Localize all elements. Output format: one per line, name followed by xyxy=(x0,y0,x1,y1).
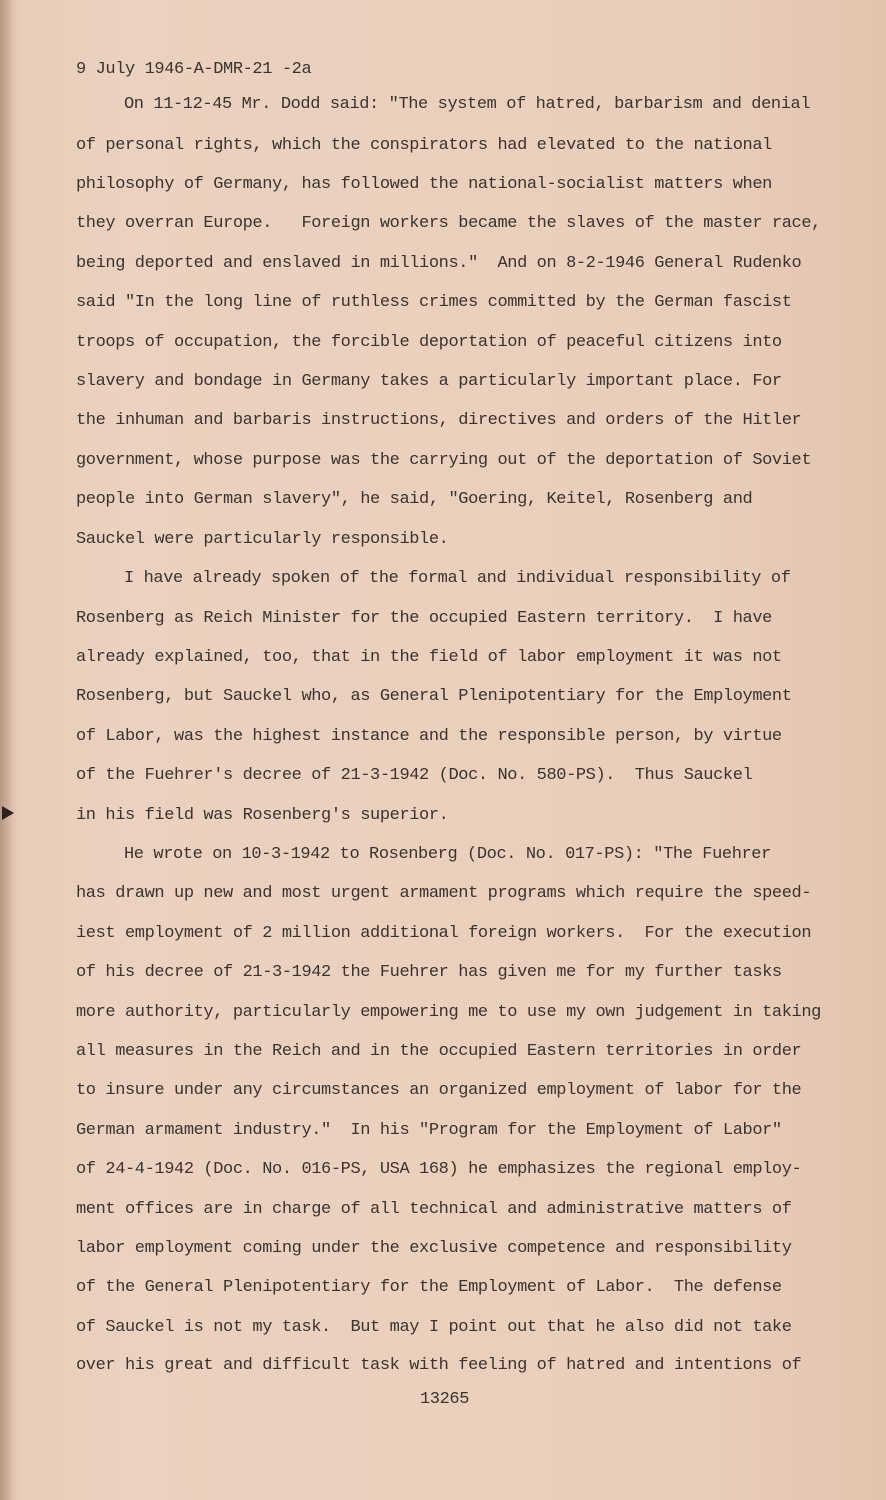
text-line-18: of the Fuehrer's decree of 21-3-1942 (Doc. No. 580-PS). Thus Sauckel xyxy=(76,766,753,785)
text-line-15: already explained, too, that in the field of labor employment it was not xyxy=(76,648,782,667)
text-line-33: over his great and difficult task with feeling of hatred and intentions of xyxy=(76,1356,802,1375)
text-line-10: government, whose purpose was the carrying out of the deportation of Soviet xyxy=(76,451,812,470)
text-line-21: has drawn up new and most urgent armament programs which require the speed- xyxy=(76,884,812,903)
text-line-3: philosophy of Germany, has followed the national-socialist matters when xyxy=(76,175,772,194)
document-header: 9 July 1946-A-DMR-21 -2a xyxy=(76,60,312,79)
text-line-8: slavery and bondage in Germany takes a particularly important place. For xyxy=(76,372,782,391)
text-line-2: of personal rights, which the conspirators had elevated to the national xyxy=(76,136,772,155)
page-edge-shadow xyxy=(0,0,14,1500)
text-line-14: Rosenberg as Reich Minister for the occupied Eastern territory. I have xyxy=(76,609,772,628)
text-line-16: Rosenberg, but Sauckel who, as General Plenipotentiary for the Employment xyxy=(76,687,792,706)
text-line-22: iest employment of 2 million additional foreign workers. For the execution xyxy=(76,924,812,943)
text-line-32: of Sauckel is not my task. But may I point out that he also did not take xyxy=(76,1318,792,1337)
text-line-13: I have already spoken of the formal and individual responsibility of xyxy=(124,569,791,588)
text-line-31: of the General Plenipotentiary for the Employment of Labor. The defense xyxy=(76,1278,782,1297)
text-line-6: said "In the long line of ruthless crimes committed by the German fascist xyxy=(76,293,792,312)
text-line-9: the inhuman and barbaris instructions, directives and orders of the Hitler xyxy=(76,411,802,430)
text-line-1: On 11-12-45 Mr. Dodd said: "The system of hatred, barbarism and denial xyxy=(124,95,811,114)
text-line-23: of his decree of 21-3-1942 the Fuehrer has given me for my further tasks xyxy=(76,963,782,982)
text-line-27: German armament industry." In his "Program for the Employment of Labor" xyxy=(76,1121,782,1140)
text-line-17: of Labor, was the highest instance and the responsible person, by virtue xyxy=(76,727,782,746)
text-line-30: labor employment coming under the exclusive competence and responsibility xyxy=(76,1239,792,1258)
text-line-19: in his field was Rosenberg's superior. xyxy=(76,806,449,825)
text-line-29: ment offices are in charge of all technical and administrative matters of xyxy=(76,1200,792,1219)
text-line-28: of 24-4-1942 (Doc. No. 016-PS, USA 168) he emphasizes the regional employ- xyxy=(76,1160,802,1179)
text-line-20: He wrote on 10-3-1942 to Rosenberg (Doc. No. 017-PS): "The Fuehrer xyxy=(124,845,771,864)
text-line-11: people into German slavery", he said, "Goering, Keitel, Rosenberg and xyxy=(76,490,753,509)
text-line-7: troops of occupation, the forcible deportation of peaceful citizens into xyxy=(76,333,782,352)
text-line-5: being deported and enslaved in millions." And on 8-2-1946 General Rudenko xyxy=(76,254,802,273)
text-line-26: to insure under any circumstances an organized employment of labor for the xyxy=(76,1081,802,1100)
text-line-12: Sauckel were particularly responsible. xyxy=(76,530,449,549)
text-line-24: more authority, particularly empowering me to use my own judgement in taking xyxy=(76,1003,821,1022)
binder-tab-mark xyxy=(2,806,14,820)
text-line-4: they overran Europe. Foreign workers became the slaves of the master race, xyxy=(76,214,821,233)
text-line-25: all measures in the Reich and in the occupied Eastern territories in order xyxy=(76,1042,802,1061)
page-number: 13265 xyxy=(420,1390,470,1409)
